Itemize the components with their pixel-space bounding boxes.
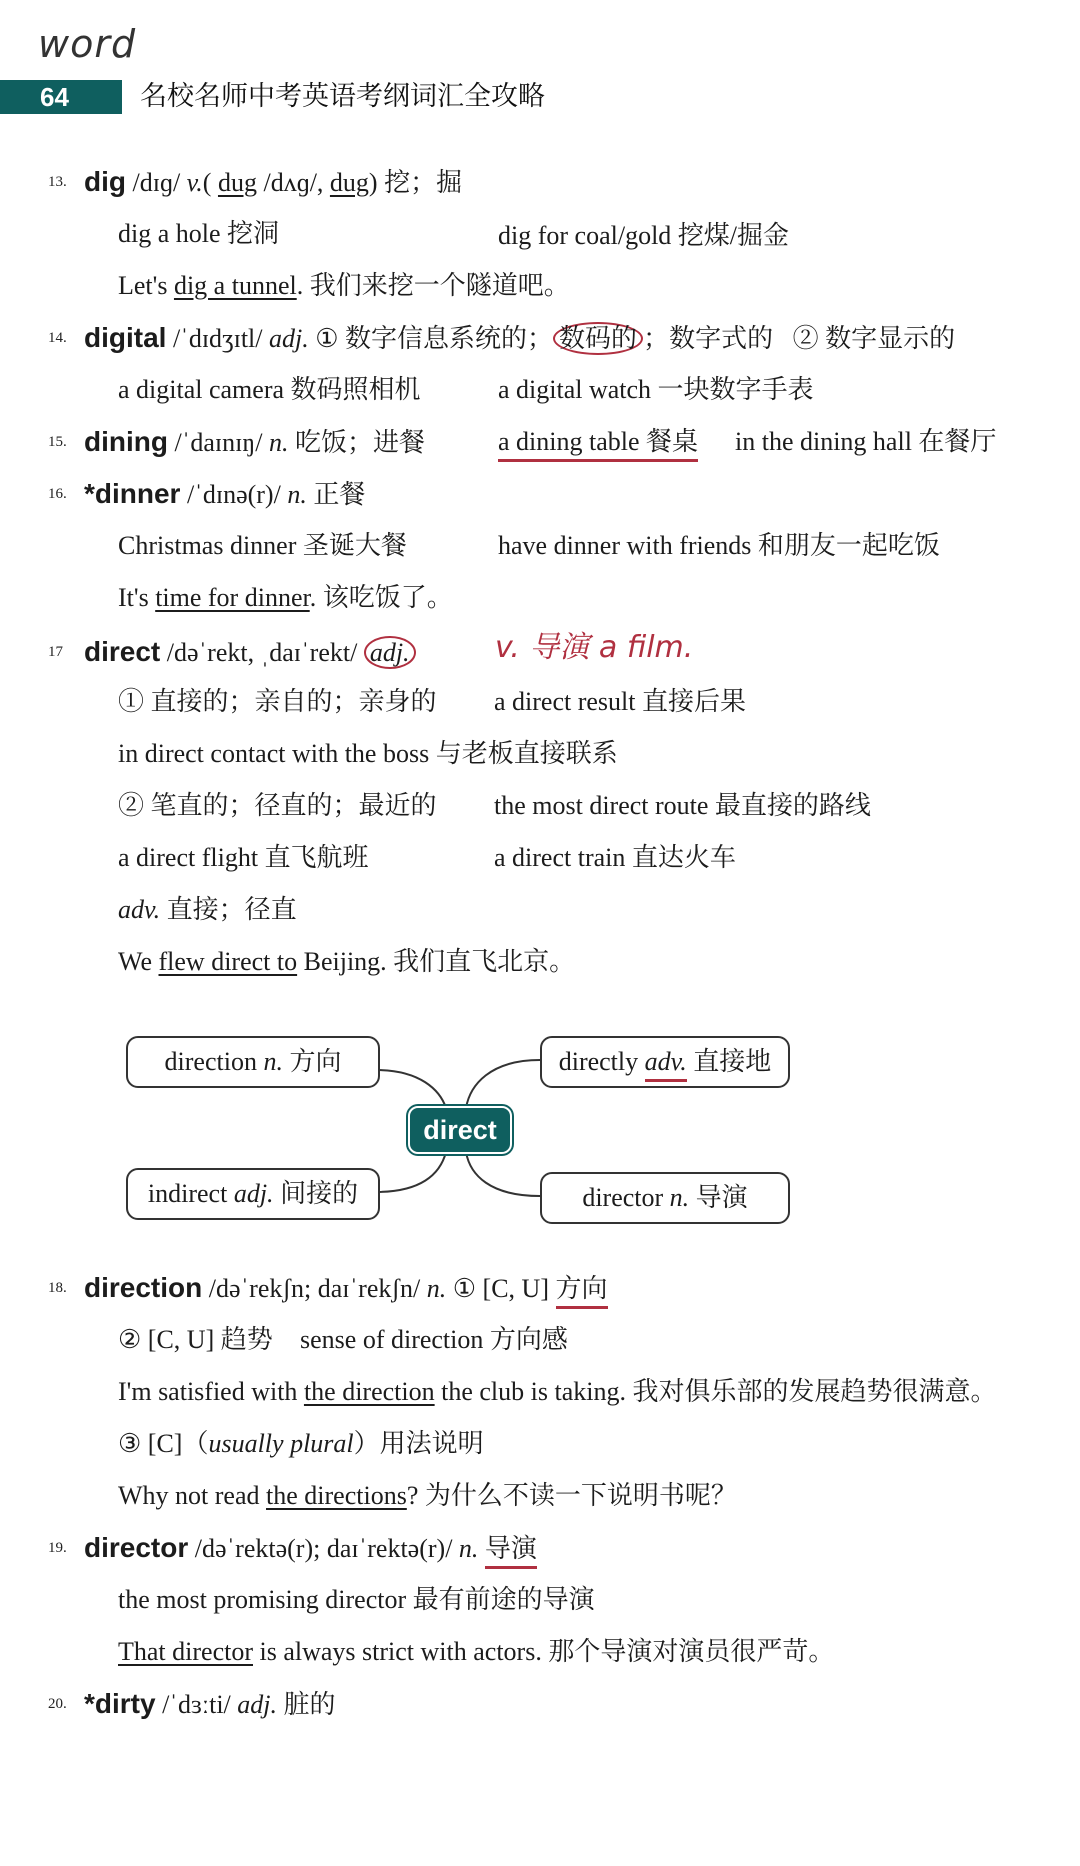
- phonetic: /ˈdaɪnɪŋ/: [174, 428, 263, 457]
- book-title: 名校名师中考英语考纲词汇全攻略: [140, 81, 545, 112]
- sense: ② [C, U] 趋势: [118, 1325, 273, 1354]
- phonetic: /dɪɡ/: [132, 168, 181, 197]
- pos: n.: [287, 480, 307, 509]
- entry-number: 18.: [48, 1280, 67, 1296]
- entry-number: 15.: [48, 434, 67, 450]
- phonetic: /ˈdɜːti/: [162, 1690, 231, 1719]
- handwritten-note: v. 导演 a film.: [495, 630, 694, 665]
- collocation: Christmas dinner 圣诞大餐: [118, 531, 407, 560]
- collocation: a direct train 直达火车: [494, 843, 736, 872]
- circled-annotation: 数码的: [553, 322, 643, 355]
- meaning: ② 数字显示的: [792, 324, 956, 353]
- sense: ① [C, U]: [452, 1274, 549, 1303]
- mindmap-node-indirect: indirect adj. 间接的: [126, 1168, 380, 1220]
- meaning-underlined: 方向: [556, 1274, 608, 1309]
- mindmap-node-direction: direction n. 方向: [126, 1036, 380, 1088]
- headword: dig: [84, 166, 126, 197]
- phrase: in the dining hall 在餐厅: [735, 427, 997, 456]
- sense: ② 笔直的；径直的；最近的: [118, 791, 437, 820]
- example-sentence: That director is always strict with actors. 那个导演对演员很严苛。: [118, 1637, 835, 1666]
- meaning: ① 数字信息系统的；: [315, 324, 554, 353]
- pos: n.: [268, 428, 289, 457]
- adverb-sense: adv. 直接；径直: [118, 895, 297, 924]
- entry-director-head: [84, 1530, 537, 1567]
- pos: n.: [458, 1534, 479, 1563]
- headword: director: [84, 1532, 189, 1563]
- headword: dining: [84, 426, 168, 457]
- entry-dig-head: dig /dɪɡ/ v.( dug /dʌɡ/, dug) 挖；掘: [84, 166, 463, 197]
- example-sentence: It's time for dinner. 该吃饭了。: [118, 583, 453, 612]
- collocation: the most promising director 最有前途的导演: [118, 1585, 595, 1614]
- meaning: 正餐: [313, 480, 366, 509]
- example-sentence: Let's dig a tunnel. 我们来挖一个隧道吧。: [118, 271, 570, 300]
- page-number: 64: [40, 82, 69, 112]
- form: /dʌɡ/,: [263, 168, 324, 197]
- headword: *dinner: [84, 478, 181, 509]
- meaning-underlined: 导演: [485, 1534, 537, 1569]
- meaning: 吃饭；进餐: [294, 428, 425, 457]
- example-sentence: Why not read the directions? 为什么不读一下说明书呢？: [118, 1481, 737, 1510]
- form: dug: [329, 168, 369, 197]
- headword: direction: [84, 1272, 203, 1303]
- collocation: dig for coal/gold 挖煤/掘金: [498, 221, 790, 250]
- phrase-underlined: a dining table 餐桌: [498, 424, 698, 460]
- entry-number: 19.: [48, 1540, 67, 1556]
- collocation: a direct flight 直飞航班: [118, 843, 369, 872]
- headword: direct: [84, 636, 161, 667]
- pos-circled: adj.: [364, 636, 416, 669]
- mindmap-node-directly: directly adv. 直接地: [540, 1036, 790, 1088]
- entry-number: 14.: [48, 330, 67, 346]
- pos: adj.: [237, 1690, 278, 1719]
- collocation: sense of direction 方向感: [300, 1325, 568, 1354]
- entry-number: 20.: [48, 1696, 67, 1712]
- meaning: 脏的: [283, 1690, 336, 1719]
- example-sentence: I'm satisfied with the direction the club is taking. 我对俱乐部的发展趋势很满意。: [118, 1377, 997, 1406]
- mindmap-node-director: director n. 导演: [540, 1172, 790, 1224]
- sense: ③ [C]（usually plural）用法说明: [118, 1429, 484, 1458]
- word-logo: word: [38, 22, 137, 66]
- entry-number: 16.: [48, 486, 67, 502]
- phonetic: /dəˈrekt, ˌdaɪˈrekt/: [166, 638, 358, 667]
- mindmap-center-direct: direct: [408, 1106, 512, 1154]
- collocation: have dinner with friends 和朋友一起吃饭: [498, 531, 940, 560]
- entry-dirty-head: [84, 1686, 336, 1723]
- example-sentence: We flew direct to Beijing. 我们直飞北京。: [118, 947, 576, 976]
- collocation: dig a hole 挖洞: [118, 219, 280, 248]
- collocation: the most direct route 最直接的路线: [494, 791, 871, 820]
- collocation: a direct result 直接后果: [494, 687, 746, 716]
- phonetic: /dəˈrektə(r); daɪˈrektə(r)/: [194, 1534, 453, 1563]
- collocation: a digital watch 一块数字手表: [498, 375, 814, 404]
- pos: n.: [426, 1274, 447, 1303]
- pos: adj.: [269, 324, 309, 353]
- entry-digital-head: digital /ˈdɪdʒɪtl/ adj. ① 数字信息系统的； 数码的 ；数字式的 ② 数字显示的: [84, 322, 956, 353]
- entry-direction-head: [84, 1270, 608, 1307]
- phonetic: /ˈdɪdʒɪtl/: [172, 324, 263, 353]
- collocation: a digital camera 数码照相机: [118, 375, 421, 404]
- pos: v.: [186, 168, 203, 197]
- form: dug: [217, 168, 257, 197]
- headword: *dirty: [84, 1688, 156, 1719]
- meaning: 挖；掘: [384, 168, 463, 197]
- phonetic: /dəˈrekʃn; daɪˈrekʃn/: [208, 1274, 421, 1303]
- entry-number: 17: [48, 644, 63, 660]
- collocation: in direct contact with the boss 与老板直接联系: [118, 739, 618, 768]
- sense: ① 直接的；亲自的；亲身的: [118, 687, 437, 716]
- phonetic: /ˈdɪnə(r)/: [186, 480, 281, 509]
- headword: digital: [84, 322, 167, 353]
- entry-number: 13.: [48, 174, 67, 190]
